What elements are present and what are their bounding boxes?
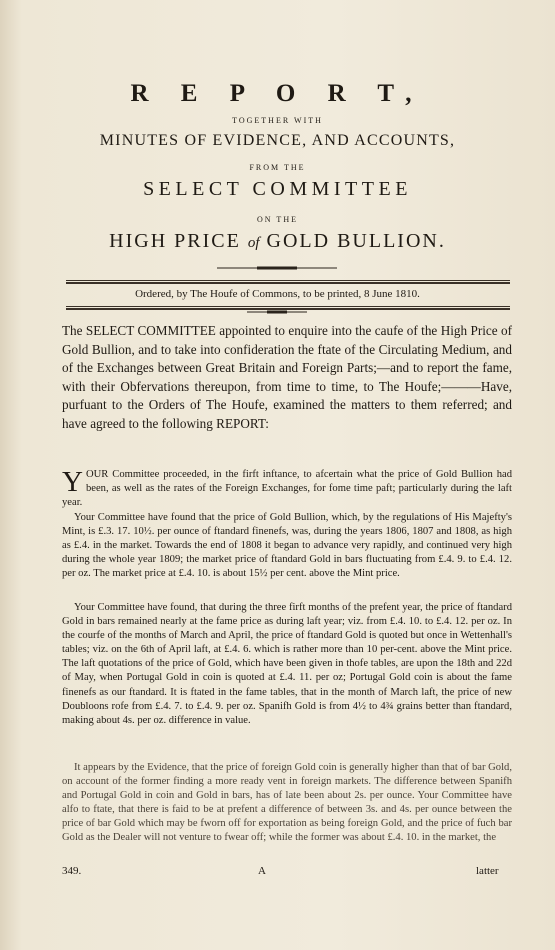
intro-paragraph: The SELECT COMMITTEE appointed to enquire into the caufe of the High Price of Gold Bullion, and to take into confideration the ftate of the Circulating Medium, and of the Exchanges between Great Britain and Foreign Parts;—and to report the fame, with their Obfervations thereupon, from time to time, to The Houfe;———Have, purfuant to the Orders of The Houfe, examined the matters to them referred; and have agreed to the following REPORT: (62, 323, 512, 431)
ornamental-dash (247, 309, 307, 315)
rule-double (66, 282, 510, 284)
minutes-heading: MINUTES OF EVIDENCE, AND ACCOUNTS, (99, 132, 456, 149)
report-title: R E P O R T, (130, 80, 425, 107)
on-the-line: ON THE (257, 215, 298, 224)
paragraph-text: OUR Committee proceeded, in the firft inftance, to afcertain what the price of Gold Bullion had been, as well as the rates of the Foreign Exchanges, for fome time paft; particularly during the laft year. (62, 469, 512, 509)
rule-above-ordered (66, 280, 510, 281)
together-with-line: TOGETHER WITH (232, 116, 323, 125)
catchword: latter (476, 865, 499, 877)
paragraph-evidence: It appears by the Evidence, that the price of foreign Gold coin is generally higher than that of bar Gold, on account of the former finding a more ready vent in foreign markets. The difference between Spanifh and Portugal Gold in coin and Gold in bars, has of late been about 2s. per ounce. Your Committee have alfo to ftate, that there is faid to be at prefent a difference of between 3s. and 4s. per ounce between the price of bar Gold which may be fworn off for exportation as being foreign Gold, and the price of fuch bar Gold as the Dealer will not venture to fwear off; while the former was about £.4. 10. in the market, the (62, 762, 512, 844)
ordered-line: Ordered, by The Houfe of Commons, to be printed, 8 June 1810. (135, 288, 420, 300)
paragraph-committee-proceeded (62, 468, 512, 510)
page-number: 349. (62, 865, 82, 877)
signature-mark: A (258, 865, 266, 877)
from-the-line: FROM THE (249, 163, 306, 172)
committee-heading: SELECT COMMITTEE (143, 178, 412, 200)
rule-below-ordered (66, 306, 510, 307)
subject-post: GOLD BULLION. (259, 230, 446, 252)
subject-heading (0, 230, 555, 253)
subject-pre: HIGH PRICE (109, 230, 248, 252)
drop-cap: Y (62, 466, 83, 498)
subject-of: of (247, 235, 260, 251)
paragraph-mint-price: Your Committee have found that the price of Gold Bullion, which, by the regulations of His Majefty's Mint, is £.3. 17. 10½. per ounce of ftandard finenefs, was, during the years 1806, 1807 and 1808, as high as £.4. in the market. Towards the end of 1808 it began to advance very rapidly, and continued very high during the whole year 1809; the market price of ftandard Gold in bars fluctuating from £.4. 9. to £.4. 12. per oz. The market price at £.4. 10. is about 15½ per cent. above the Mint price. (62, 512, 512, 580)
paragraph-present-year: Your Committee have found, that during the three firft months of the prefent year, the price of ftandard Gold in bars remained nearly at the fame price as during laft year; viz. from £.4. 10. to £.4. 12. per oz. In the courfe of the months of March and April, the price of ftandard Gold is quoted but once in Wettenhall's tables; viz. on the 6th of April laft, at £.4. 6. which is rather more than 10 per-cent. above the Mint price. The laft quotations of the price of Gold, which have been given in thofe tables, are upon the 18th and 22d of May, when Portugal Gold in coin is quoted at £.4. 11. per oz; Portugal Gold coin is about the fame finenefs as our ftandard. It is ftated in the fame tables, that in the month of March laft, the price of new Doubloons rofe from £.4. 7. to £.4. 9. per oz. Spanifh Gold is from 4½ to 4¾ grains better than ftandard, making about 4s. per oz. difference in value. (62, 602, 512, 726)
ornamental-rule-top (217, 264, 337, 272)
